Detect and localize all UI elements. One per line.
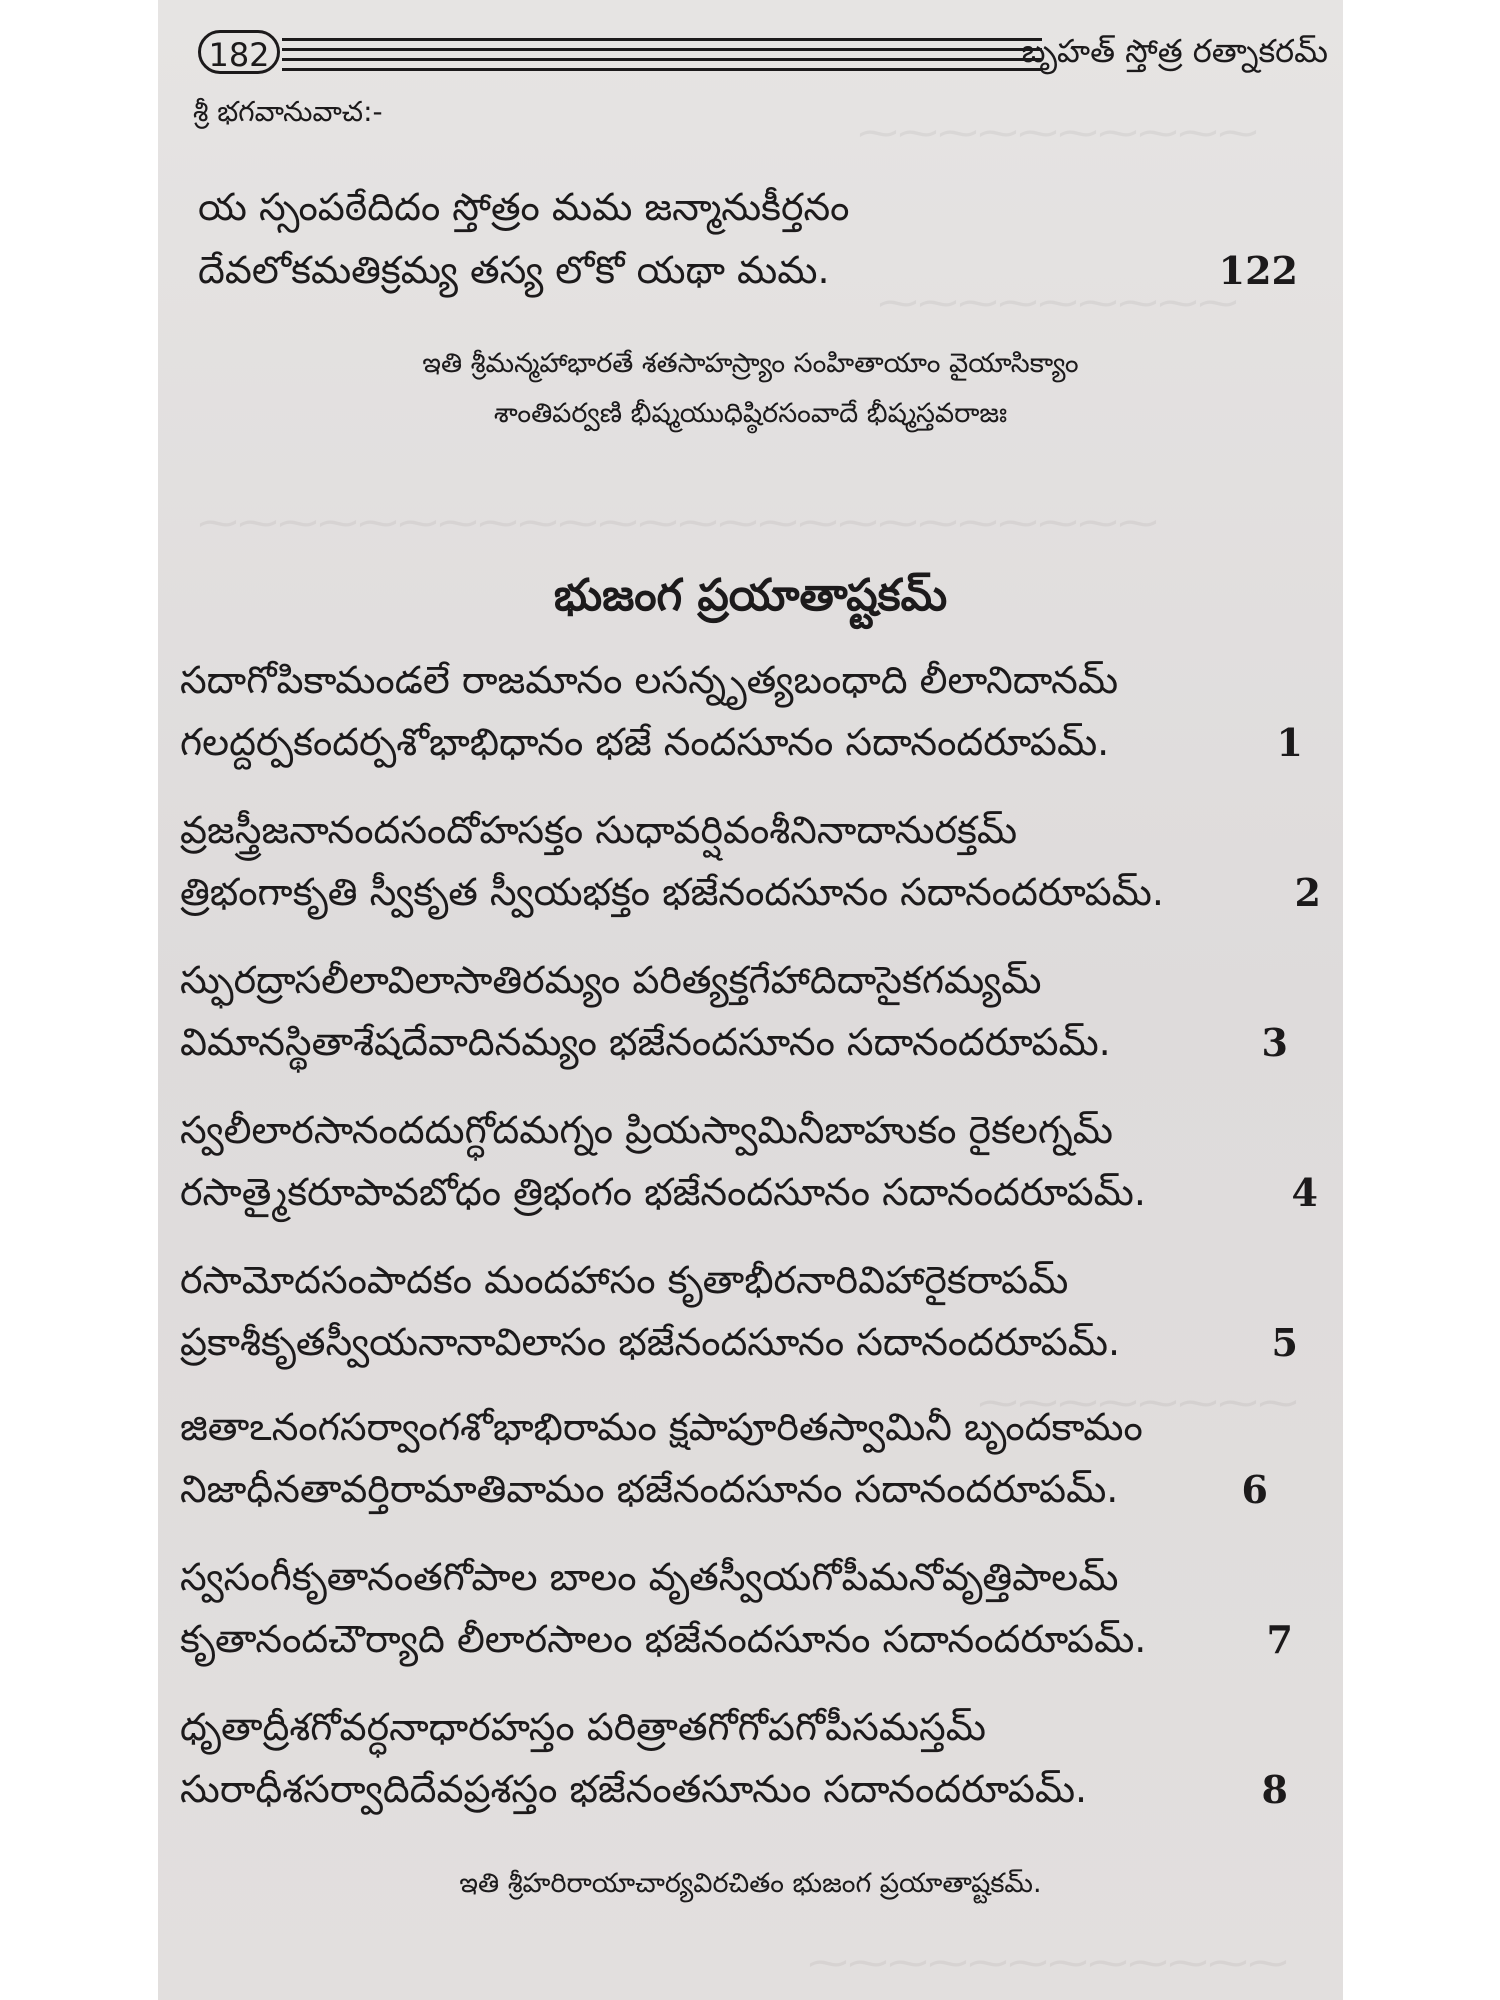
- verse-line: వ్రజస్త్రీజనానందసందోహసక్తం సుధావర్షివంశీనినాదానురక్తమ్: [180, 808, 1018, 852]
- verse-number: 5: [1271, 1320, 1298, 1365]
- verse-line: సురాధీశసర్వాదిదేవప్రశస్తం భజేనంతసూనుం సదానందరూపమ్.: [180, 1767, 1088, 1811]
- verse-line: కృతానందచౌర్యాది లీలారసాలం భజేనందసూనం సదానందరూపమ్.: [180, 1617, 1147, 1661]
- verse-number: 3: [1261, 1020, 1288, 1065]
- verse-line: ధృతాద్రీశగోవర్ధనాధారహస్తం పరిత్రాతగోగోపగోపీసమస్తమ్: [180, 1705, 986, 1749]
- speaker-label: శ్రీ భగవానువాచ:-: [193, 95, 383, 128]
- verse-number: 2: [1294, 870, 1321, 915]
- page-header: [198, 30, 1328, 78]
- verse-line: స్ఫురద్రాసలీలావిలాసాతిరమ్యం పరిత్యక్తగేహాదిదాసైకగమ్యమ్: [180, 958, 1042, 1002]
- verse-line: రసాత్మైకరూపావబోధం త్రిభంగం భజేనందసూనం సదానందరూపమ్.: [180, 1170, 1146, 1214]
- verse-line: జితాఽనంగసర్వాంగశోభాభిరామం క్షపాపూరితస్వామినీ బృందకామం: [180, 1405, 1143, 1449]
- show-through-text: ⁓⁓⁓⁓⁓⁓⁓⁓⁓⁓⁓⁓: [808, 1940, 1288, 1986]
- verse-line: య స్సంపఠేదిదం స్తోత్రం మమ జన్మానుకీర్తనం: [198, 185, 850, 229]
- header-rule: [282, 68, 1042, 71]
- verse-line: సదాగోపికామండలే రాజమానం లసన్నృత్యబంధాది లీలానిదానమ్: [180, 658, 1119, 702]
- verse-line: ప్రకాశీకృతస్వీయనానావిలాసం భజేనందసూనం సదానందరూపమ్.: [180, 1320, 1121, 1364]
- verse-line: రసామోదసంపాదకం మందహాసం కృతాభీరనారివిహారైకరాపమ్: [180, 1258, 1069, 1302]
- page-number: 182: [198, 30, 280, 74]
- verse-number: 1: [1276, 720, 1303, 765]
- verse-number: 6: [1241, 1467, 1268, 1512]
- colophon-line: శాంతిపర్వణి భీష్మయుధిష్ఠిరసంవాదే భీష్మస్తవరాజః: [493, 398, 1008, 429]
- verse-line: విమానస్థితాశేషదేవాదినమ్యం భజేనందసూనం సదానందరూపమ్.: [180, 1020, 1111, 1064]
- verse-line: స్వసంగీకృతానంతగోపాల బాలం వృతస్వీయగోపీమనోవృత్తిపాలమ్: [180, 1555, 1119, 1599]
- verse-line: నిజాధీనతావర్తిరామాతివామం భజేనందసూనం సదానందరూపమ్.: [180, 1467, 1119, 1511]
- verse-number: 4: [1291, 1170, 1318, 1215]
- verse-line: గలద్దర్పకందర్పశోభాభిధానం భజే నందసూనం సదానందరూపమ్.: [180, 720, 1110, 764]
- header-rule: [282, 58, 1042, 61]
- show-through-text: ⁓⁓⁓⁓⁓⁓⁓⁓⁓⁓⁓⁓⁓⁓⁓⁓⁓⁓⁓⁓⁓⁓⁓⁓: [198, 500, 1158, 546]
- colophon-line: ఇతి శ్రీహరిరాయాచార్యవిరచితం భుజంగ ప్రయాతాష్టకమ్.: [459, 1868, 1042, 1899]
- verse-number: 8: [1261, 1767, 1288, 1812]
- colophon-line: ఇతి శ్రీమన్మహాభారతే శతసాహస్ర్యాం సంహితాయాం వైయాసిక్యాం: [422, 348, 1079, 379]
- book-page: [158, 0, 1343, 2000]
- verse-number: 122: [1218, 248, 1298, 293]
- verse-line: దేవలోకమతిక్రమ్య తస్య లోకో యథా మమ.: [198, 248, 830, 292]
- section-title: భుజంగ ప్రయాతాష్టకమ్: [553, 570, 948, 621]
- verse-line: స్వలీలారసానందదుగ్ధోదమగ్నం ప్రియస్వామినీబాహుకం రైకలగ్నమ్: [180, 1108, 1113, 1152]
- show-through-text: ⁓⁓⁓⁓⁓⁓⁓⁓: [978, 1380, 1298, 1426]
- header-rule: [282, 48, 1042, 51]
- show-through-text: ⁓⁓⁓⁓⁓⁓⁓⁓⁓⁓: [858, 110, 1258, 156]
- verse-number: 7: [1266, 1617, 1293, 1662]
- running-title: బృహత్ స్తోత్ర రత్నాకరమ్: [1021, 32, 1328, 70]
- show-through-text: ⁓⁓⁓⁓⁓⁓⁓⁓⁓: [878, 280, 1238, 326]
- header-rule: [282, 38, 1042, 41]
- verse-line: త్రిభంగాకృతి స్వీకృత స్వీయభక్తం భజేనందసూనం సదానందరూపమ్.: [180, 870, 1164, 914]
